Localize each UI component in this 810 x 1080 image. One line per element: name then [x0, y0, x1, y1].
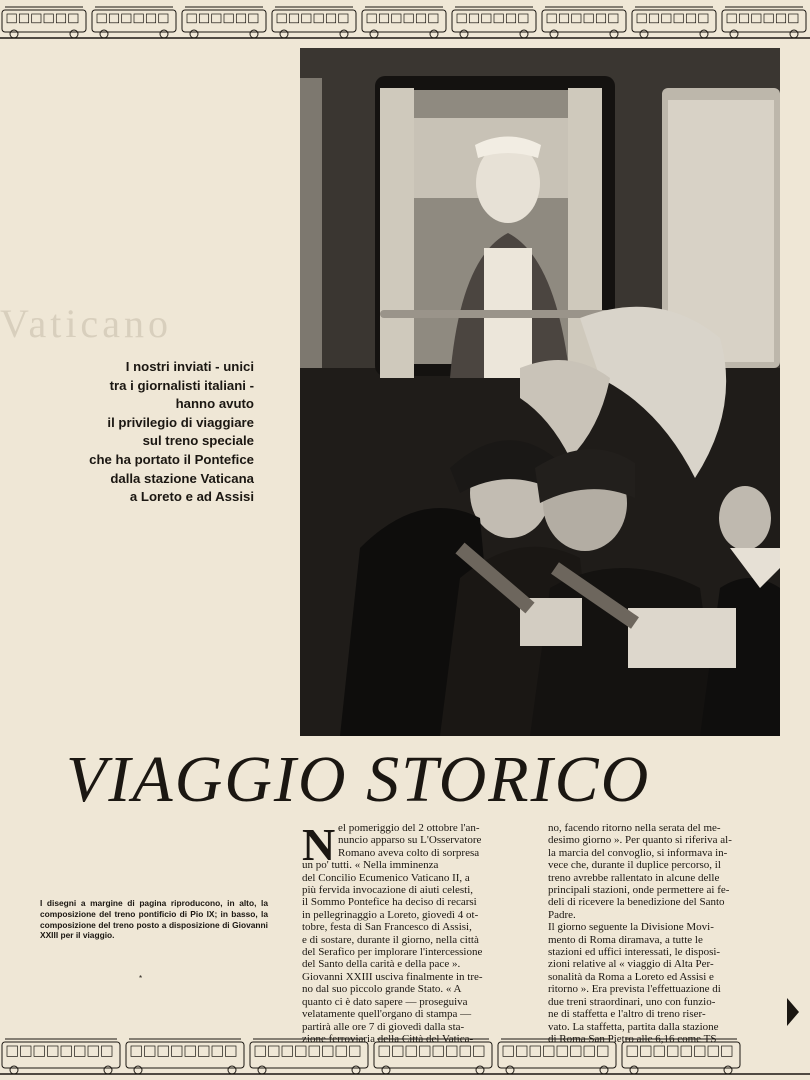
article-line: stazioni ed uffici interessati, le disposi-: [548, 946, 721, 959]
pope-train-photo: [300, 48, 780, 736]
article-line: desimo giorno ». Per quanto si riferiva al-: [548, 834, 732, 847]
article-line: tobre, festa di San Francesco di Assisi,: [302, 921, 472, 934]
train-car: [632, 7, 716, 38]
drop-cap: N: [302, 819, 336, 870]
image-caption: I disegni a margine di pagina riproducono, in alto, la composizione del treno pontificio di Pio IX; in basso, la composizione del treno posto a disposizione di Giovanni XXIII per il viaggio.: [40, 898, 268, 941]
article-line: vato. La staffetta, partita dalla stazione: [548, 1020, 719, 1033]
article-line: del Concilio Ecumenico Vaticano II, a: [302, 871, 470, 884]
article-line: principali stazioni, onde permettere ai fe-: [548, 884, 730, 897]
train-car: [374, 1039, 492, 1074]
article-line: due treni straordinari, uno con funzio-: [548, 995, 716, 1008]
blurb-line: I nostri inviati - unici: [125, 359, 254, 374]
article-line: zione ferroviaria della Città del Vatica-: [302, 1032, 474, 1045]
article-line: no dal suo piccolo grande Stato. « A: [302, 983, 462, 996]
article-line: partirà alle ore 7 di giovedì dalla sta-: [302, 1020, 465, 1033]
top-train-illustration: [0, 0, 810, 44]
page-title: VIAGGIO STORICO: [66, 743, 651, 816]
article-line: Padre.: [548, 908, 576, 921]
train-car: [362, 7, 446, 38]
article-line: quanto ci è dato sapere — proseguiva: [302, 995, 468, 1008]
train-car: [722, 7, 806, 38]
blurb-line: tra i giornalisti italiani -: [109, 377, 254, 393]
article-line: Il giorno seguente la Divisione Movi-: [548, 921, 714, 934]
ghost-text: Vaticano: [0, 301, 172, 346]
blurb-line: hanno avuto: [175, 396, 254, 412]
article-line: mento di Roma diramava, a tutte le: [548, 933, 703, 946]
article-line: Giovanni XXIII usciva finalmente in tre-: [302, 970, 483, 983]
intro-blurb: [20, 358, 254, 507]
bottom-train-illustration: [0, 1030, 810, 1080]
blurb-line: che ha portato il Pontefice: [89, 451, 254, 467]
article-line: il Sommo Pontefice ha deciso di recarsi: [302, 896, 477, 909]
article-line: e di sostare, durante il giorno, nella città: [302, 933, 479, 946]
train-car: [250, 1039, 368, 1074]
article-line: vece che, durante il duplice percorso, il: [548, 859, 721, 872]
article-line: sonalità da Roma a Loreto ed Assisi e: [548, 970, 714, 983]
blurb-line: sul treno speciale: [142, 433, 254, 449]
article-line: treno avrebbe rallentato in alcune delle: [548, 871, 720, 884]
article-line: velatamente quell'organo di stampa —: [302, 1008, 472, 1021]
train-car: [2, 7, 86, 38]
train-car: [126, 1039, 244, 1074]
blurb-line: il privilegio di viaggiare: [107, 414, 254, 430]
article-line: zioni relative al « viaggio di Alta Per-: [548, 958, 714, 971]
article-line: deli di ricevere la benedizione del Santo: [548, 896, 725, 909]
train-car: [272, 7, 356, 38]
article-line: la marcia del convoglio, si informava in-: [548, 846, 728, 859]
article-line: un po' tutti. « Nella imminenza: [302, 859, 439, 872]
train-car: [452, 7, 536, 38]
article-line: più fervida invocazione di aiuti celesti,: [302, 884, 474, 897]
train-car: [92, 7, 176, 38]
train-car: [498, 1039, 616, 1074]
article-line: Romano aveva colto di sorpresa: [338, 846, 480, 859]
article-line: in pellegrinaggio a Loreto, giovedì 4 ot-: [302, 908, 479, 921]
printer-mark: *: [139, 974, 143, 983]
train-car: [2, 1039, 120, 1074]
article-line: ritorno ». Era prevista l'effettuazione di: [548, 983, 721, 996]
continue-arrow-icon: [787, 998, 799, 1026]
article-line: el pomeriggio del 2 ottobre l'an-: [338, 822, 480, 834]
train-car: [542, 7, 626, 38]
blurb-line: a Loreto e ad Assisi: [129, 489, 254, 505]
article-line: ne di staffetta e l'altro di treno riser-: [548, 1008, 706, 1021]
train-car: [622, 1039, 740, 1074]
article-column-1: [302, 819, 534, 1045]
article-line: del Santo della carità e della pace ».: [302, 958, 461, 971]
blurb-line: dalla stazione Vaticana: [110, 470, 254, 486]
train-car: [182, 7, 266, 38]
article-line: no, facendo ritorno nella serata del me-: [548, 822, 721, 834]
article-column-2: [548, 822, 780, 1045]
article-line: del Serafico per implorare l'intercessione: [302, 946, 483, 959]
article-line: nuncio apparso su L'Osservatore: [338, 834, 482, 847]
article-line: di Roma San Pietro alle 6,16 come TS: [548, 1032, 717, 1045]
